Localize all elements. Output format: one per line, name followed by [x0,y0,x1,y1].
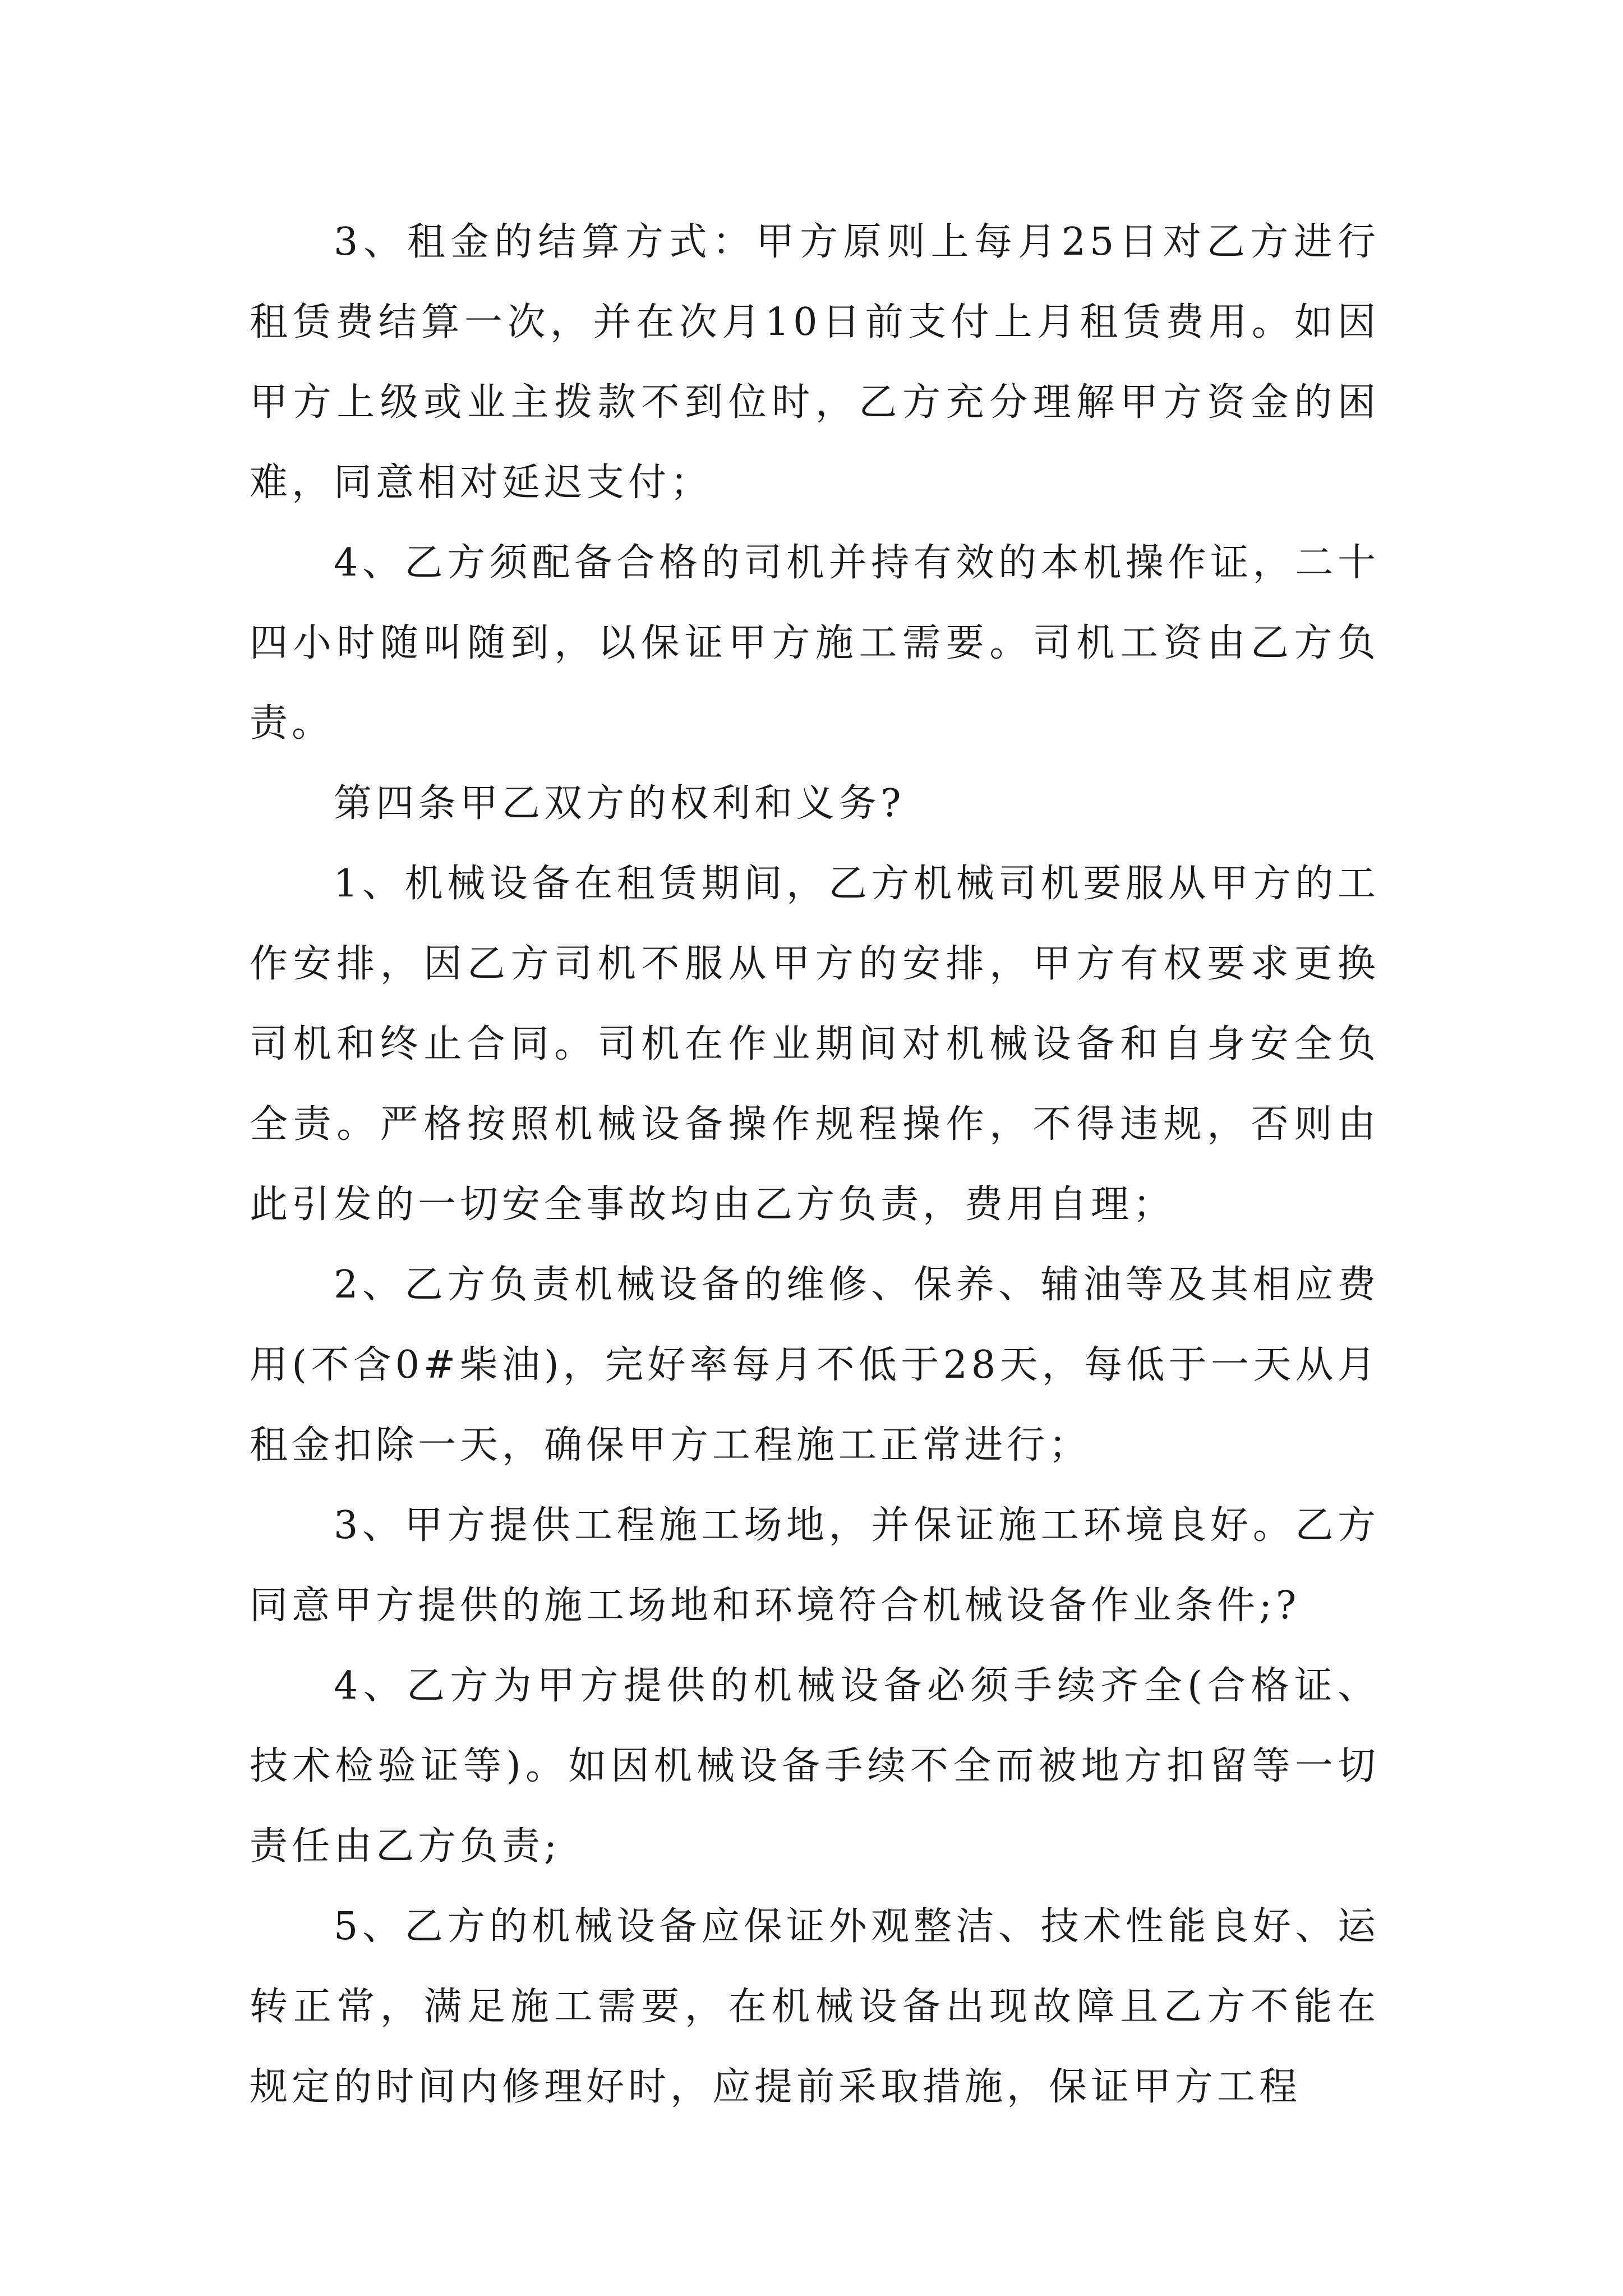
paragraph-clause-3: 3、甲方提供工程施工场地，并保证施工环境良好。乙方同意甲方提供的施工场地和环境符合机械设备作业条件;? [250,1503,1380,1628]
paragraph-driver-requirement: 4、乙方须配备合格的司机并持有效的本机操作证，二十四小时随叫随到，以保证甲方施工需要。司机工资由乙方负责。 [250,541,1380,746]
paragraph-clause-5: 5、乙方的机械设备应保证外观整洁、技术性能良好、运转正常，满足施工需要，在机械设备出现故障且乙方不能在规定的时间内修理好时，应提前采取措施，保证甲方工程 [250,1904,1380,2109]
section-heading-article-4: 第四条甲乙双方的权利和义务? [334,781,905,826]
paragraph-clause-4: 4、乙方为甲方提供的机械设备必须手续齐全(合格证、技术检验证等)。如因机械设备手续不全而被地方扣留等一切责任由乙方负责; [250,1664,1380,1869]
document-body [250,202,1380,2127]
paragraph-rent-settlement: 3、租金的结算方式：甲方原则上每月25日对乙方进行租赁费结算一次，并在次月10日前支付上月租赁费用。如因甲方上级或业主拨款不到位时，乙方充分理解甲方资金的困难，同意相对延迟支付； [250,220,1380,505]
paragraph-clause-1: 1、机械设备在租赁期间，乙方机械司机要服从甲方的工作安排，因乙方司机不服从甲方的安排，甲方有权要求更换司机和终止合同。司机在作业期间对机械设备和自身安全负全责。严格按照机械设备操作规程操作，不得违规，否则由此引发的一切安全事故均由乙方负责，费用自理； [250,862,1380,1227]
paragraph-clause-2: 2、乙方负责机械设备的维修、保养、辅油等及其相应费用(不含0#柴油)，完好率每月不低于28天，每低于一天从月租金扣除一天，确保甲方工程施工正常进行； [250,1263,1380,1467]
